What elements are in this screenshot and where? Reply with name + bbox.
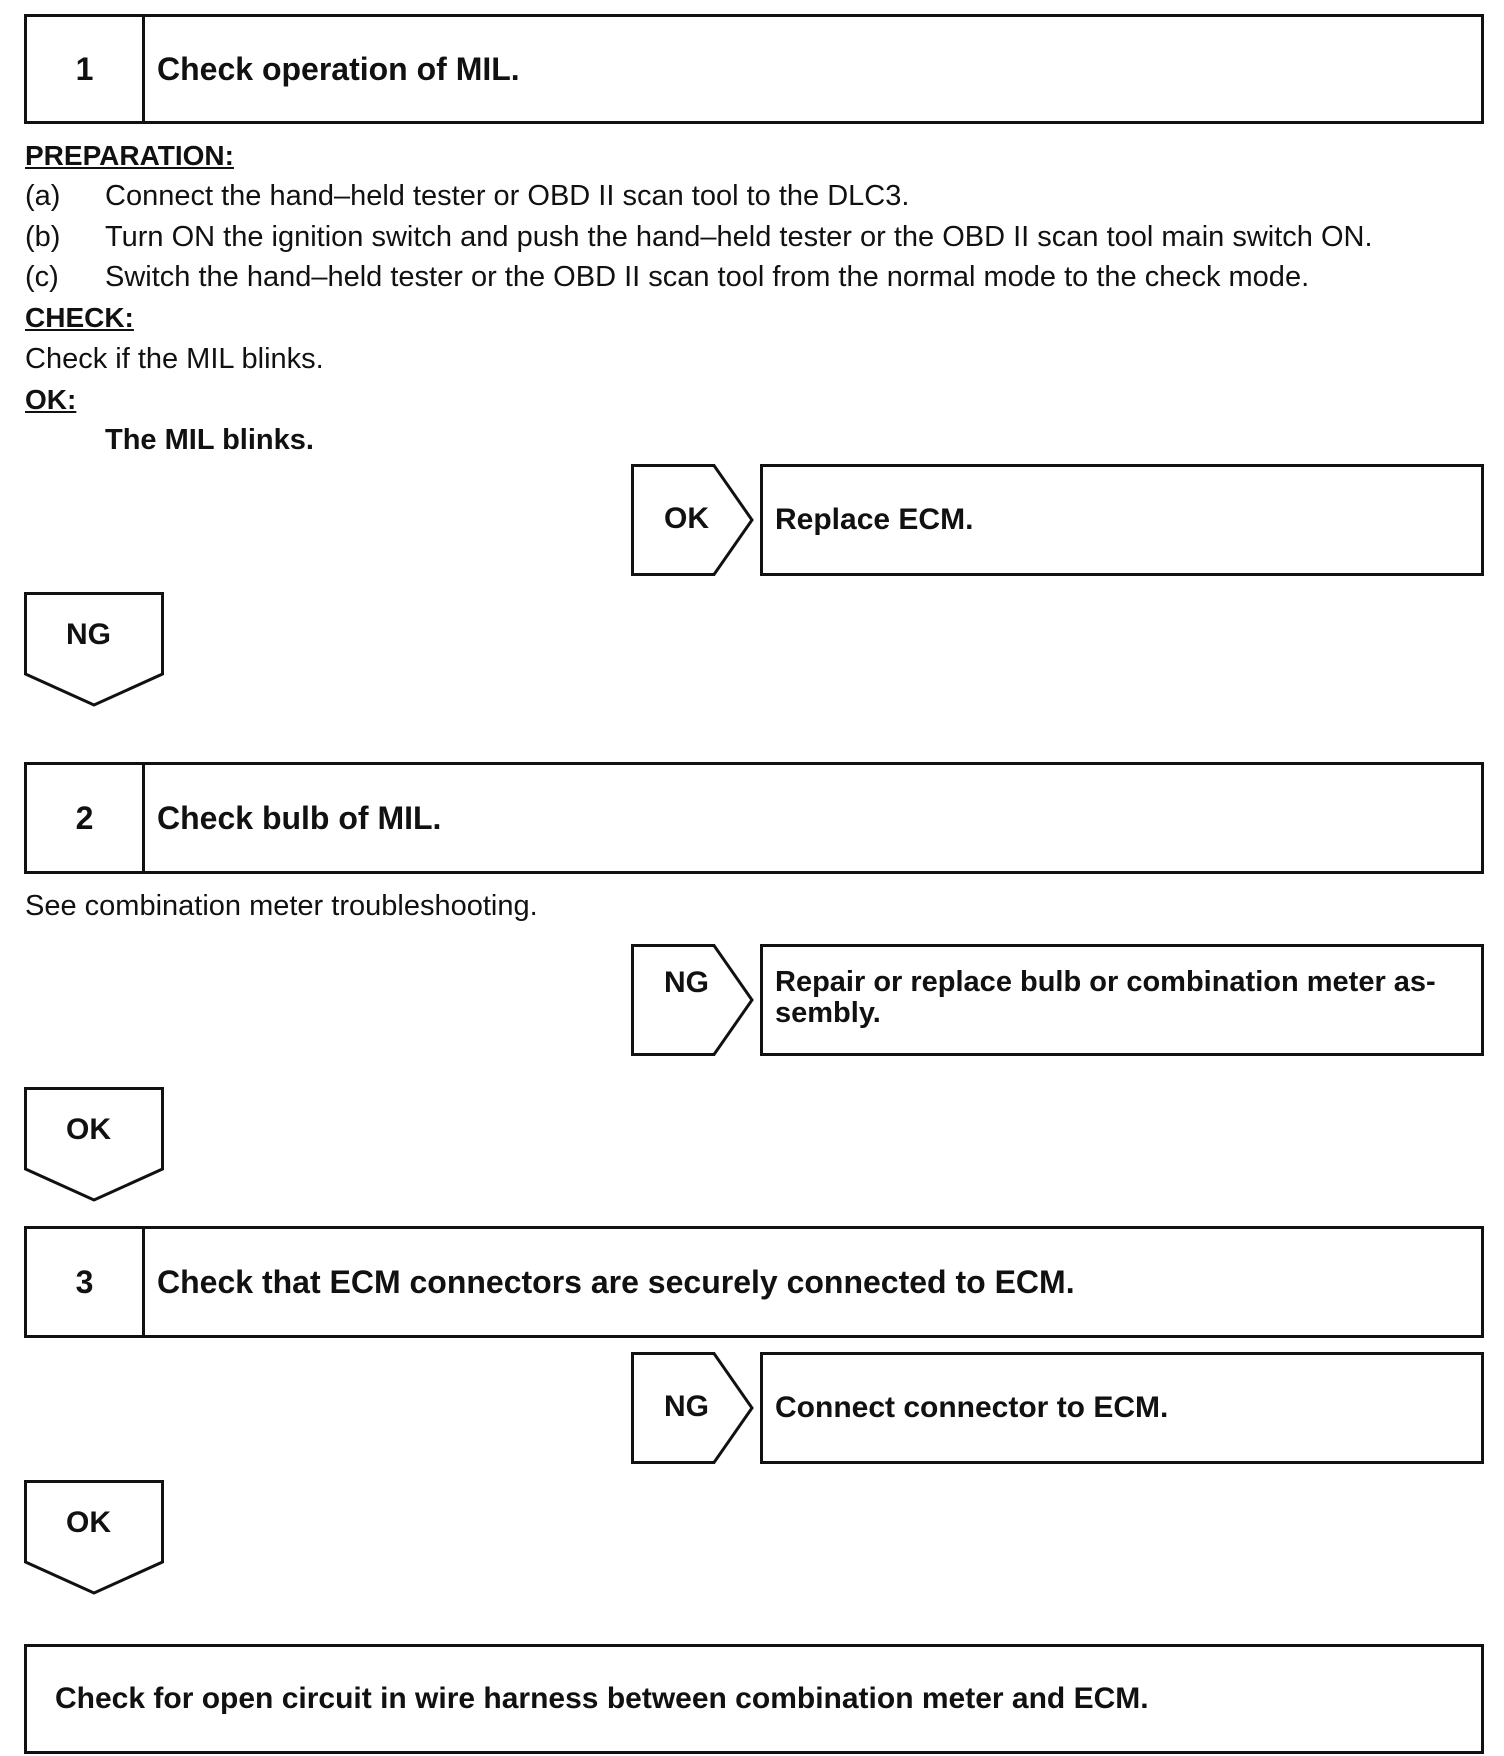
result-box: Connect connector to ECM.: [760, 1352, 1484, 1464]
prep-item-label: (c): [25, 261, 59, 293]
step-1-box: [24, 14, 1484, 124]
step-note: See combination meter troubleshooting.: [25, 890, 538, 922]
final-action-box: Check for open circuit in wire harness between combination meter and ECM.: [24, 1644, 1484, 1754]
prep-item-text: Switch the hand–held tester or the OBD II scan tool from the normal mode to the check mode.: [105, 261, 1310, 293]
flow-arrow-ok: [24, 1480, 164, 1596]
prep-item-label: (b): [25, 221, 61, 253]
result-box: Replace ECM.: [760, 464, 1484, 576]
step-2-box: [24, 762, 1484, 874]
flow-arrow-ng: [24, 592, 164, 708]
flow-arrow-ok: [24, 1087, 164, 1203]
result-box: [760, 944, 1484, 1056]
prep-item-label: (a): [25, 180, 61, 212]
preparation-heading: PREPARATION:: [25, 140, 234, 171]
branch-arrow-ng: [631, 1352, 755, 1464]
flow-label: OK: [66, 1506, 111, 1539]
step-3-box: [24, 1226, 1484, 1338]
result-line: Repair or replace bulb or combination meter as-: [775, 966, 1436, 998]
flow-label: NG: [66, 618, 111, 651]
step-title: Check that ECM connectors are securely connected to ECM.: [157, 1263, 1075, 1300]
check-text: Check if the MIL blinks.: [25, 343, 324, 375]
branch-arrow-ok: [631, 464, 755, 576]
check-heading: CHECK:: [25, 302, 134, 333]
result-line: sembly.: [775, 997, 881, 1029]
branch-label: NG: [664, 1390, 709, 1423]
step-number: 1: [27, 17, 145, 121]
prep-item-text: Turn ON the ignition switch and push the hand–held tester or the OBD II scan tool main switch ON.: [105, 221, 1373, 253]
branch-arrow-ng: [631, 944, 755, 1056]
ok-heading: OK:: [25, 384, 77, 415]
flow-label: OK: [66, 1113, 111, 1146]
prep-item-text: Connect the hand–held tester or OBD II scan tool to the DLC3.: [105, 180, 910, 212]
step-number: 2: [27, 765, 145, 871]
step-title: Check bulb of MIL.: [157, 799, 442, 836]
ok-criteria-text: The MIL blinks.: [105, 424, 314, 456]
branch-label: OK: [664, 502, 709, 535]
step-number: 3: [27, 1229, 145, 1335]
step-title: Check operation of MIL.: [157, 50, 520, 87]
branch-label: NG: [664, 966, 709, 999]
